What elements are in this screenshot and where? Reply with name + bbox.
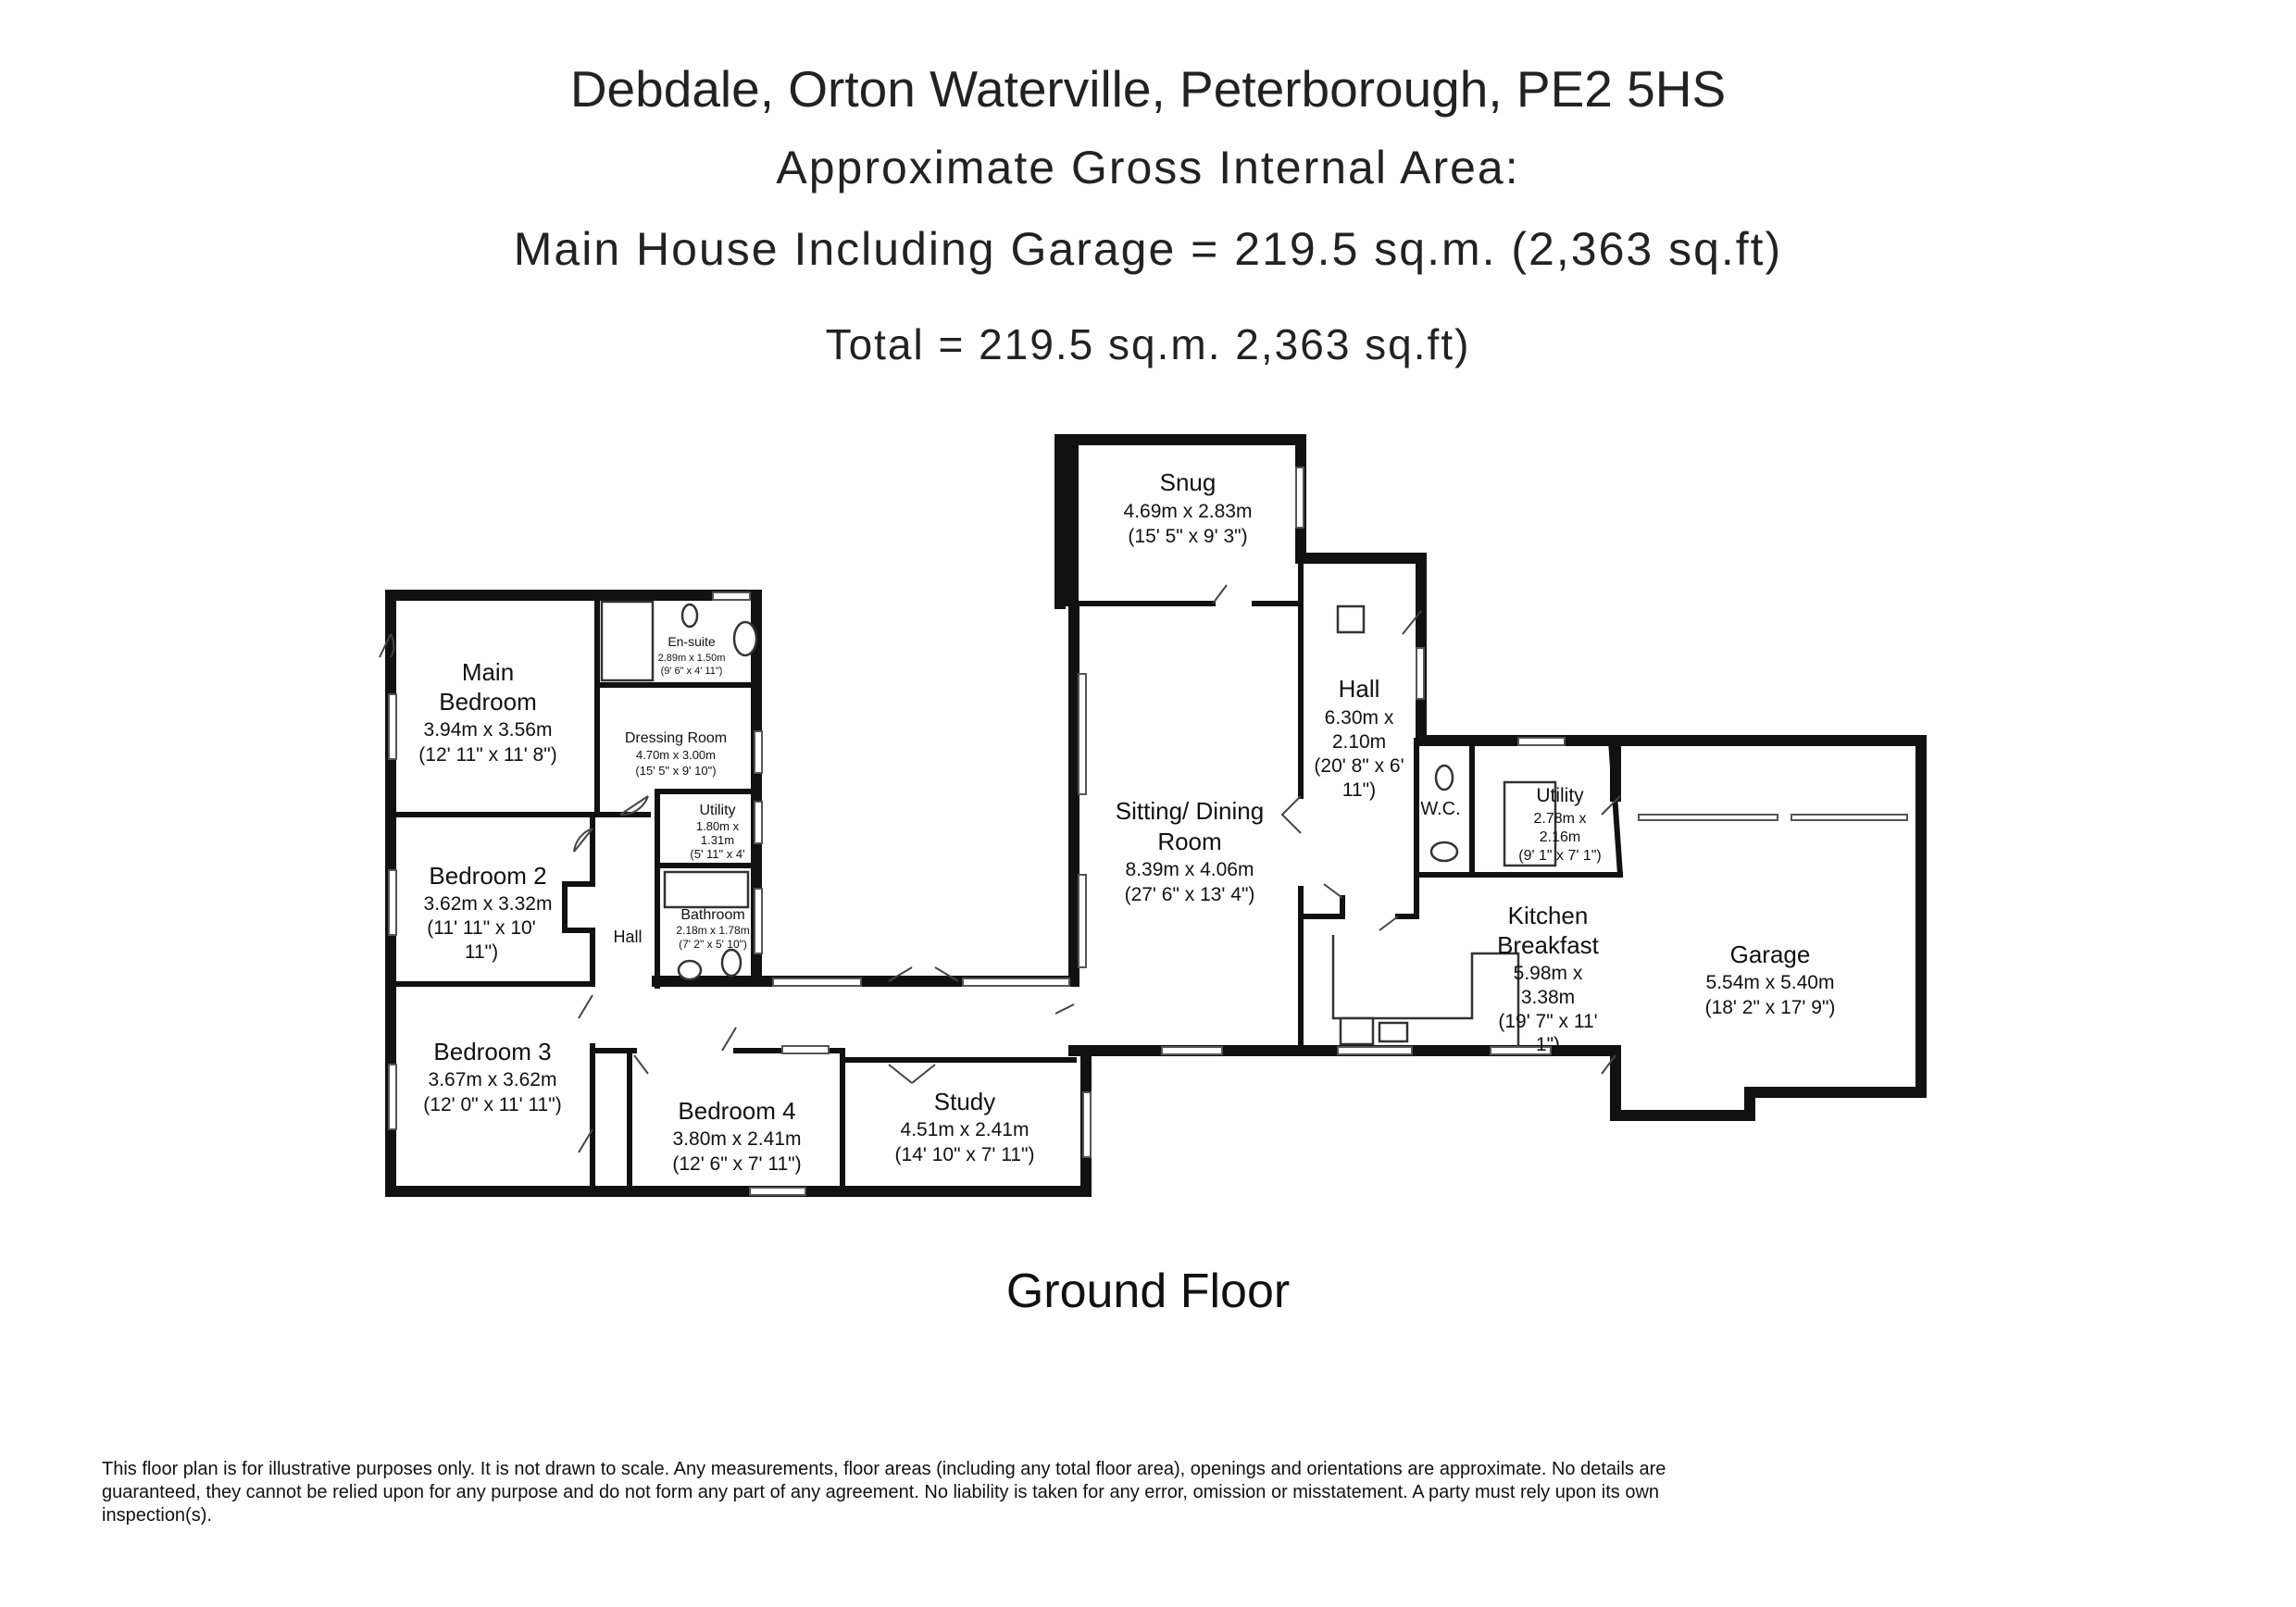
room-size: 6.30m x [1324,707,1394,729]
room-name: Utility [699,803,736,818]
room-wc [1420,799,1460,819]
door [1055,1004,1074,1014]
ensuite-toilet [682,604,697,627]
room-size-imperial: (9' 1" x 7' 1") [1518,848,1602,864]
room-bedroom-2 [424,862,553,963]
room-size-imperial: (19' 7" x 11' [1498,1011,1598,1032]
bathroom-basin [679,961,701,979]
room-ensuite [658,634,726,677]
room-name: Bedroom 3 [433,1038,552,1065]
room-name: Main [461,658,515,686]
room-size: 3.67m x 3.62m [428,1069,557,1090]
room-name: Bedroom 2 [429,862,547,890]
bath [665,872,748,907]
room-size: 1.80m x [695,819,740,833]
room-name: Garage [1729,941,1811,968]
hob-icon [1341,1018,1373,1044]
room-size-imperial: (20' 8" x 6' [1314,755,1404,777]
room-garage [1705,941,1836,1018]
property-address: Debdale, Orton Waterville, Peterborough, PE2 5HS [569,60,1727,118]
room-name: W.C. [1420,799,1461,819]
room-size: 2.18m x 1.78m [676,924,750,937]
wc-toilet [1436,766,1453,790]
room-size-imperial: 1") [1535,1034,1561,1055]
room-name: En-suite [668,634,716,649]
window [1083,1092,1091,1157]
room-bathroom [676,907,749,951]
window [389,870,396,935]
window [1079,875,1086,967]
window [773,978,861,986]
windows [389,467,1907,1195]
garage-door [1639,815,1778,820]
window [389,1065,396,1129]
room-name: Kitchen [1507,902,1589,929]
room-sitting-dining [1116,797,1264,905]
room-main-bedroom [418,658,556,766]
room-size: 3.94m x 3.56m [423,719,553,741]
room-size-imperial: (7' 2" x 5' 10") [679,938,747,951]
interior-walls [391,558,1620,1191]
window [713,592,750,600]
ensuite-basin [734,622,756,655]
room-size: 2.16m [1539,829,1581,845]
window [1518,738,1565,745]
wc-basin [1431,842,1457,861]
door [579,995,593,1018]
room-size: 2.78m x [1533,811,1587,827]
door [1282,796,1301,833]
room-size: 4.69m x 2.83m [1123,501,1253,522]
window [1296,467,1304,528]
room-name: Utility [1536,785,1584,806]
room-snug [1124,468,1253,547]
window [1162,1047,1222,1054]
room-size: 3.62m x 3.32m [423,893,553,915]
room-bedroom-4 [672,1097,801,1175]
room-size-imperial: (5' 11" x 4' [690,847,745,861]
door [1379,916,1398,930]
room-size: 3.38m [1520,987,1576,1008]
room-size-imperial: (18' 2" x 17' 9") [1704,997,1836,1018]
room-name: Bedroom 4 [678,1097,796,1125]
room-name: Bathroom [680,907,745,923]
room-dressing-room [625,730,727,778]
room-size: 1.31m [700,833,735,847]
window [963,978,1069,986]
room-name: Snug [1159,468,1217,496]
door [889,1065,935,1083]
room-size-imperial: (27' 6" x 13' 4") [1124,884,1255,905]
room-name: Bedroom [439,688,537,716]
window [1416,648,1424,699]
window [750,1188,805,1195]
room-name: Room [1157,828,1222,855]
shower-tray [602,602,653,680]
window [1338,1047,1412,1054]
room-name: Dressing Room [624,730,728,746]
room-size-imperial: (11' 11" x 10' [427,917,536,939]
window [755,802,762,843]
chimney-breast [1055,440,1079,606]
room-name: Hall [1338,675,1380,703]
window [755,889,762,953]
door [722,1028,736,1051]
door [1324,884,1342,898]
window [782,1046,829,1053]
room-utility-small [690,803,744,861]
room-size-imperial: (14' 10" x 7' 11") [894,1144,1035,1165]
room-hall-small [613,928,642,946]
floor-label: Ground Floor [1005,1264,1291,1318]
room-name: Sitting/ Dining [1115,797,1265,825]
room-size: 2.89m x 1.50m [657,653,726,664]
window [755,731,762,773]
room-size-imperial: (15' 5" x 9' 10") [635,764,717,778]
garage-door [1791,815,1907,820]
room-size: 5.54m x 5.40m [1705,972,1835,993]
room-size: 2.10m [1331,731,1387,753]
room-size-imperial: (12' 0" x 11' 11") [423,1094,562,1115]
room-size-imperial: 11") [1341,779,1377,801]
kitchen-sink [1379,1023,1407,1041]
disclaimer: This floor plan is for illustrative purposes only. It is not drawn to scale. Any measurements, floor areas (including any total floor area), openings and orientations are approximate. No details are guaranteed, they cannot be relied upon for any purpose and do not form any part of any agreement. No liability is taken for any error, omission or misstatement. A party must rely upon its own inspection(s). [102,1459,1666,1526]
main-house-area: Main House Including Garage = 219.5 sq.m. (2,363 sq.ft) [513,223,1783,275]
room-name: Study [933,1088,996,1115]
window [1079,674,1086,794]
doors [380,585,1620,1152]
room-size-imperial: (9' 6" x 4' 11") [660,666,723,677]
room-size-imperial: 11") [464,941,499,963]
door [1213,585,1227,604]
room-bedroom-3 [423,1038,561,1115]
room-size-imperial: (15' 5" x 9' 3") [1128,526,1248,547]
room-size: 5.98m x [1513,963,1583,984]
area-heading: Approximate Gross Internal Area: [776,142,1520,193]
room-size: 8.39m x 4.06m [1125,859,1254,880]
rooflight [1338,606,1364,632]
door [634,1055,648,1074]
total-area: Total = 219.5 sq.m. 2,363 sq.ft) [825,320,1471,368]
room-hall [1314,675,1404,801]
room-size: 3.80m x 2.41m [672,1128,802,1150]
room-size: 4.70m x 3.00m [636,748,716,762]
room-name: Breakfast [1497,931,1599,959]
room-name: Hall [613,928,643,946]
window [389,694,396,759]
bathroom-toilet [722,950,741,976]
room-size-imperial: (12' 6" x 7' 11") [672,1153,802,1175]
room-size-imperial: (12' 11" x 11' 8") [418,744,557,766]
room-size: 4.51m x 2.41m [900,1119,1029,1140]
room-study [895,1088,1035,1165]
